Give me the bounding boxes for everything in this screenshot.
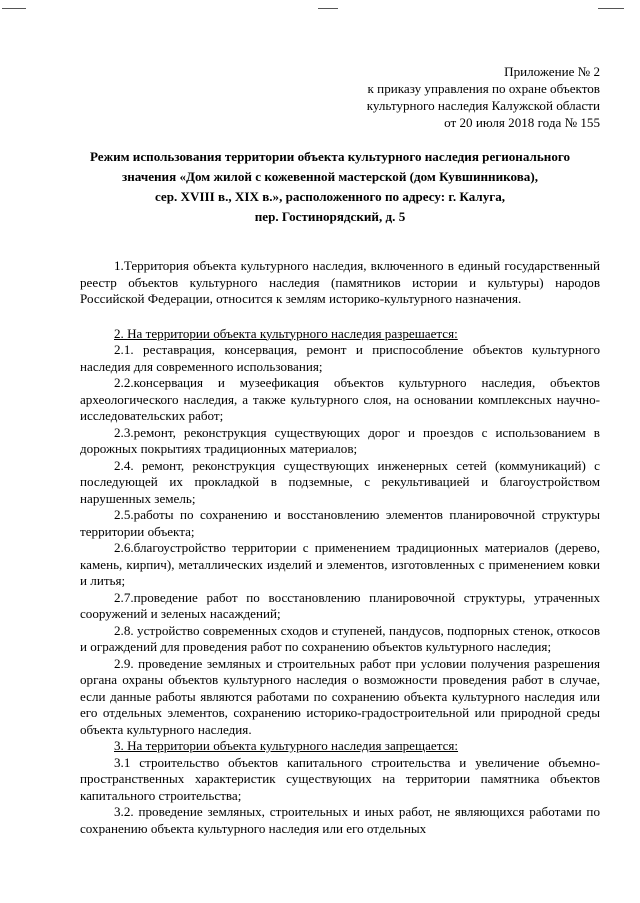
scan-mark-right [598, 8, 624, 9]
document-title [60, 147, 600, 227]
appendix-date: от 20 июля 2018 года № 155 [444, 115, 600, 130]
scan-mark-left [2, 8, 26, 9]
title-line-4: пер. Гостинорядский, д. 5 [254, 209, 406, 224]
paragraph-2-2: 2.2.консервация и музеефикация объектов культурного наследия, объектов археологического наследия, а также культурного слоя, на основании комплексных научно-исследовательских работ; [80, 375, 600, 423]
paragraph-3-1: 3.1 строительство объектов капитального строительства и увеличение объемно-пространственных характеристик существующих на территории памятника объектов капитального строительства; [80, 754, 600, 803]
title-line-2: значения «Дом жилой с кожевенной мастерской (дом Кувшинникова), [121, 169, 538, 184]
paragraph-2-3: 2.3.ремонт, реконструкция существующих дорог и проездов с использованием в дорожных покрытиях традиционных материалов; [80, 424, 600, 456]
appendix-order-ref: к приказу управления по охране объектов [367, 81, 600, 96]
scan-mark-center [318, 8, 338, 9]
paragraph-2-5: 2.5.работы по сохранению и восстановлению элементов планировочной структуры территории объекта; [80, 507, 600, 539]
document-body [80, 258, 600, 837]
paragraph-2-6: 2.6.благоустройство территории с применением традиционных материалов (дерево, камень, кирпич), металлических изделий и элементов, изготовленных с применением ковки и литья; [80, 540, 600, 588]
appendix-number: Приложение № 2 [504, 64, 600, 79]
paragraph-2-7: 2.7.проведение работ по восстановлению планировочной структуры, утраченных сооружений и зеленых насаждений; [80, 589, 600, 621]
paragraph-2-8: 2.8. устройство современных сходов и ступеней, пандусов, подпорных стенок, откосов и ограждений для проведения работ по сохранению объектов культурного наследия; [80, 622, 600, 654]
paragraph-2-4: 2.4. ремонт, реконструкция существующих инженерных сетей (коммуникаций) с последующей их прокладкой в подземные, с рекультивацией и благоустройством нарушенных земель; [80, 457, 600, 506]
section-3-heading: 3. На территории объекта культурного наследия запрещается: [114, 738, 459, 753]
appendix-header [367, 63, 600, 131]
paragraph-gap [80, 308, 600, 326]
paragraph-2-1: 2.1. реставрация, консервация, ремонт и приспособление объектов культурного наследия для современного использования; [80, 342, 600, 374]
paragraph-2-9: 2.9. проведение земляных и строительных работ при условии получения разрешения органа охраны объектов культурного наследия о возможности проведения работ в случае, если данные работы являются работами по сохранению объекта культурного наследия или его отдельных элементов, сохранению историко-градостроительной или природной среды объекта культурного наследия. [80, 655, 600, 737]
title-line-1: Режим использования территории объекта культурного наследия регионального [89, 149, 571, 164]
paragraph-1: 1.Территория объекта культурного наследия, включенного в единый государственный реестр объектов культурного наследия (памятников истории и культуры) народов Российской Федерации, относится к землям историко-культурного назначения. [80, 258, 600, 306]
paragraph-3-2: 3.2. проведение земляных, строительных и иных работ, не являющихся работами по сохранению объекта культурного наследия или его отдельных [80, 804, 600, 836]
title-line-3: сер. XVIII в., XIX в.», расположенного по адресу: г. Калуга, [154, 189, 506, 204]
section-2-heading: 2. На территории объекта культурного наследия разрешается: [114, 325, 458, 341]
appendix-authority: культурного наследия Калужской области [366, 98, 600, 113]
